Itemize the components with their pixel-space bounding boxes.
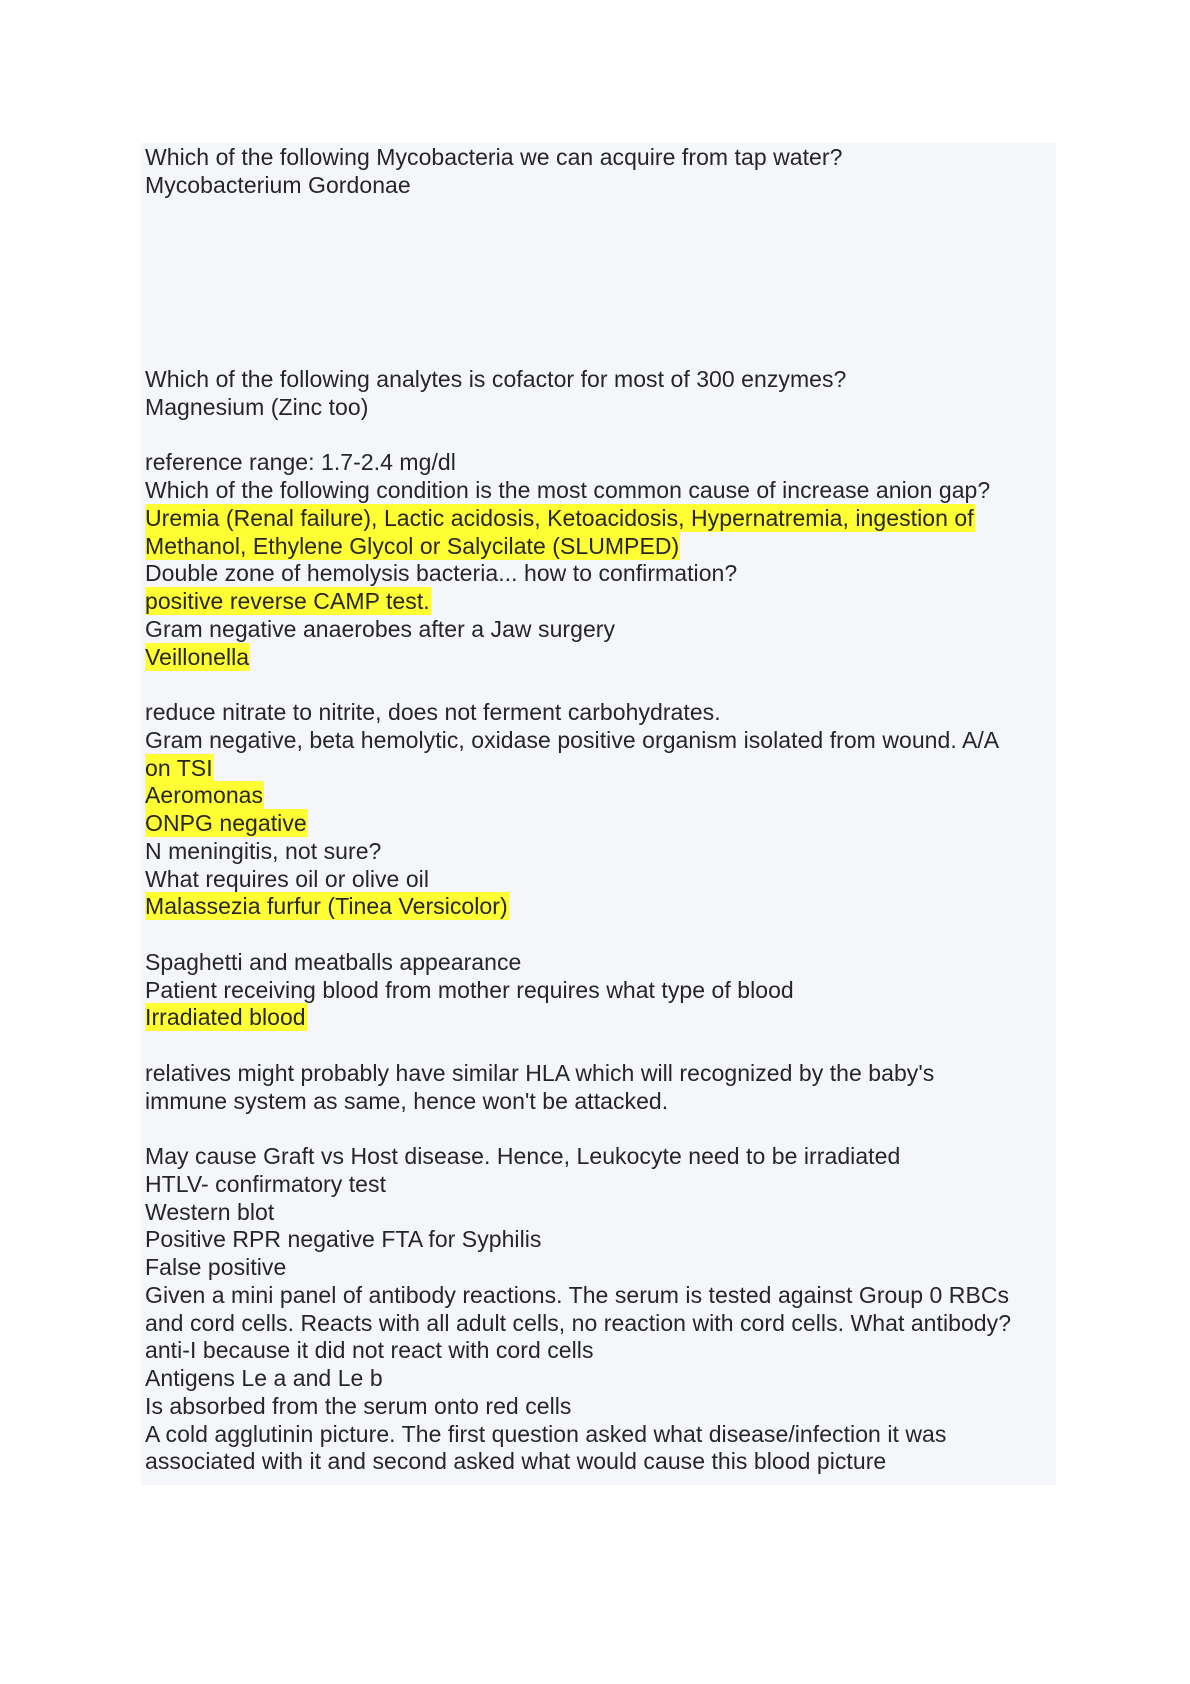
line-text: ONPG negative — [145, 810, 307, 836]
line-text: Antigens Le a and Le b — [145, 1365, 383, 1391]
highlighted-text-line — [145, 810, 1060, 838]
blank-line — [145, 311, 1060, 339]
text-line — [145, 560, 1060, 588]
line-text: Gram negative anaerobes after a Jaw surgery — [145, 615, 616, 642]
text-line — [145, 616, 1060, 644]
blank-line — [145, 255, 1060, 283]
line-text: reduce nitrate to nitrite, does not ferment carbohydrates. — [145, 699, 721, 725]
line-text: positive reverse CAMP test. — [145, 588, 430, 614]
line-text: Irradiated blood — [145, 1004, 306, 1031]
highlighted-text-line — [145, 588, 1060, 616]
blank-line — [145, 200, 1060, 228]
text-line — [145, 1088, 1060, 1116]
text-line — [145, 1254, 1060, 1282]
line-text: Given a mini panel of antibody reactions. The serum is tested against Group 0 RBCs — [145, 1281, 1010, 1308]
line-text: Which of the following analytes is cofactor for most of 300 enzymes? — [145, 366, 847, 392]
line-text: Malassezia furfur (Tinea Versicolor) — [145, 893, 508, 920]
text-line — [145, 727, 1060, 755]
line-text: Spaghetti and meatballs appearance — [145, 948, 522, 975]
line-text: Double zone of hemolysis bacteria... how to confirmation? — [145, 560, 738, 587]
text-line — [145, 1365, 1060, 1393]
line-text: relatives might probably have similar HLA which will recognized by the baby's — [145, 1059, 935, 1086]
blank-line — [145, 921, 1060, 949]
text-line — [145, 1421, 1060, 1449]
line-text: A cold agglutinin picture. The first question asked what disease/infection it was — [145, 1420, 947, 1447]
text-line — [145, 1448, 1060, 1476]
text-line — [145, 1393, 1060, 1421]
text-line — [145, 1171, 1060, 1199]
line-text: Is absorbed from the serum onto red cells — [145, 1392, 572, 1419]
text-line — [145, 1310, 1060, 1338]
highlighted-text-line — [145, 893, 1060, 921]
blank-line — [145, 1115, 1060, 1143]
line-text: Gram negative, beta hemolytic, oxidase positive organism isolated from wound. A/A — [145, 726, 1000, 753]
line-text: immune system as same, hence won't be attacked. — [145, 1087, 669, 1114]
highlighted-text-line — [145, 1004, 1060, 1032]
line-text: Western blot — [145, 1198, 275, 1225]
text-line — [145, 394, 1060, 422]
highlighted-text-line — [145, 782, 1060, 810]
line-text: Positive RPR negative FTA for Syphilis — [145, 1226, 542, 1253]
highlighted-text-line — [145, 505, 1060, 533]
line-text: What requires oil or olive oil — [145, 865, 430, 892]
line-text: Magnesium (Zinc too) — [145, 393, 369, 420]
text-line — [145, 1143, 1060, 1171]
text-line — [145, 838, 1060, 866]
text-line — [145, 172, 1060, 200]
blank-line — [145, 422, 1060, 450]
line-text: N meningitis, not sure? — [145, 837, 382, 864]
text-line — [145, 477, 1060, 505]
line-text: on TSI — [145, 754, 213, 781]
text-line — [145, 449, 1060, 477]
highlighted-text-line — [145, 533, 1060, 561]
text-line — [145, 699, 1060, 727]
text-line — [145, 1282, 1060, 1310]
line-text: HTLV- confirmatory test — [145, 1170, 387, 1197]
text-line — [145, 1226, 1060, 1254]
blank-line — [145, 227, 1060, 255]
line-text: reference range: 1.7-2.4 mg/dl — [145, 449, 456, 476]
line-text: Mycobacterium Gordonae — [145, 171, 411, 198]
line-text: Veillonella — [145, 643, 250, 670]
blank-line — [145, 338, 1060, 366]
line-text: False positive — [145, 1254, 287, 1280]
blank-line — [145, 283, 1060, 311]
text-line — [145, 1337, 1060, 1365]
text-line — [145, 366, 1060, 394]
text-line — [145, 866, 1060, 894]
document-text — [145, 144, 1060, 1476]
line-text: Uremia (Renal failure), Lactic acidosis, Ketoacidosis, Hypernatremia, ingestion of — [145, 504, 974, 531]
text-line — [145, 949, 1060, 977]
line-text: associated with it and second asked what would cause this blood picture — [145, 1448, 887, 1475]
line-text: and cord cells. Reacts with all adult cells, no reaction with cord cells. What antibody? — [145, 1309, 1012, 1336]
text-line — [145, 1060, 1060, 1088]
text-line — [145, 1199, 1060, 1227]
line-text: Patient receiving blood from mother requires what type of blood — [145, 976, 794, 1003]
highlighted-text-line — [145, 644, 1060, 672]
blank-line — [145, 1032, 1060, 1060]
line-text: May cause Graft vs Host disease. Hence, Leukocyte need to be irradiated — [145, 1143, 901, 1169]
text-line — [145, 977, 1060, 1005]
line-text: anti-I because it did not react with cord cells — [145, 1337, 594, 1364]
line-text: Methanol, Ethylene Glycol or Salycilate (SLUMPED) — [145, 532, 680, 559]
blank-line — [145, 671, 1060, 699]
highlighted-text-line — [145, 755, 1060, 783]
line-text: Which of the following condition is the most common cause of increase anion gap? — [145, 477, 991, 503]
line-text: Which of the following Mycobacteria we can acquire from tap water? — [145, 144, 843, 170]
line-text: Aeromonas — [145, 782, 264, 809]
text-line — [145, 144, 1060, 172]
